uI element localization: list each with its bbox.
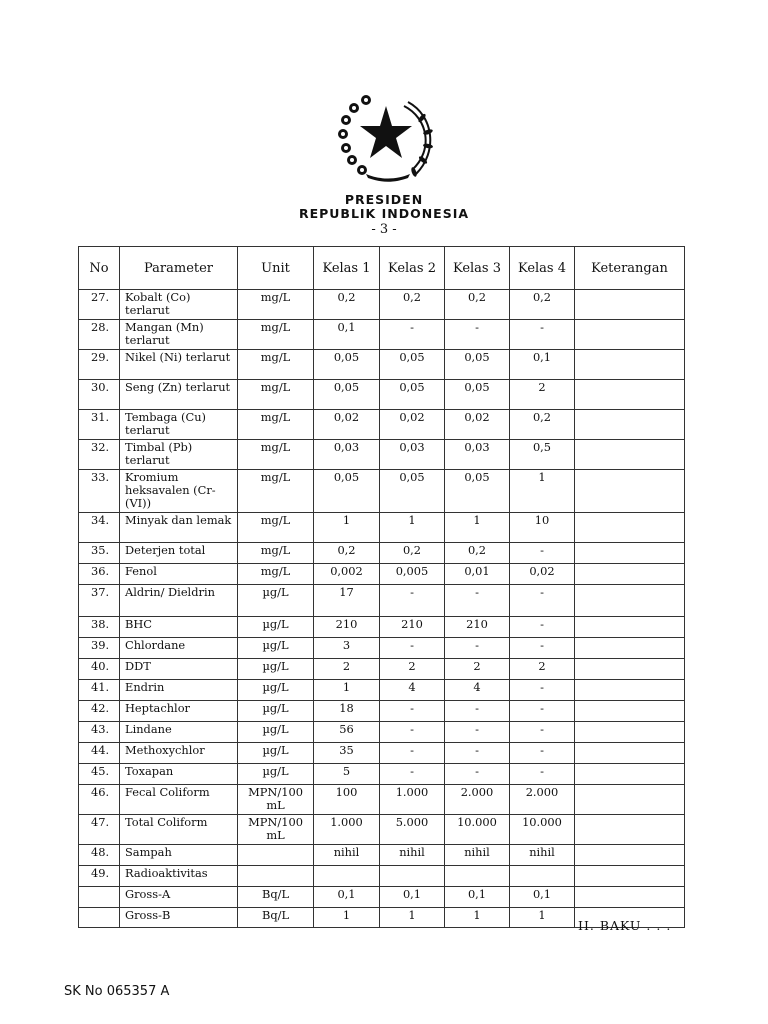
unit-cell: Bq/L xyxy=(238,887,314,908)
row-number: 39. xyxy=(79,638,120,659)
kelas-3-cell: 4 xyxy=(445,680,510,701)
row-number: 43. xyxy=(79,722,120,743)
table-row xyxy=(79,785,685,815)
parameter-cell: Kromium heksavalen (Cr-(VI)) xyxy=(120,470,238,513)
kelas-2-cell: nihil xyxy=(380,845,445,866)
kelas-1-cell: 0,02 xyxy=(314,410,380,440)
kelas-3-cell: 2.000 xyxy=(445,785,510,815)
keterangan-cell xyxy=(575,815,685,845)
parameter-cell: Fecal Coliform xyxy=(120,785,238,815)
parameter-cell: Radioaktivitas xyxy=(120,866,238,887)
column-header-kelas-1: Kelas 1 xyxy=(314,247,380,290)
table-row xyxy=(79,722,685,743)
parameter-cell: Lindane xyxy=(120,722,238,743)
kelas-3-cell: 1 xyxy=(445,908,510,928)
parameter-cell: Gross-B xyxy=(120,908,238,928)
kelas-4-cell: 10 xyxy=(510,513,575,543)
row-number: 44. xyxy=(79,743,120,764)
unit-cell: mg/L xyxy=(238,440,314,470)
parameter-cell: Heptachlor xyxy=(120,701,238,722)
kelas-1-cell: 0,05 xyxy=(314,470,380,513)
column-header-keterangan: Keterangan xyxy=(575,247,685,290)
row-number xyxy=(79,887,120,908)
table-row xyxy=(79,380,685,410)
parameter-cell: Kobalt (Co) terlarut xyxy=(120,290,238,320)
kelas-4-cell: - xyxy=(510,543,575,564)
unit-cell: mg/L xyxy=(238,564,314,585)
kelas-2-cell: - xyxy=(380,722,445,743)
kelas-1-cell: 0,05 xyxy=(314,350,380,380)
kelas-3-cell: - xyxy=(445,638,510,659)
kelas-4-cell: - xyxy=(510,722,575,743)
kelas-4-cell: 1 xyxy=(510,908,575,928)
parameter-cell: Total Coliform xyxy=(120,815,238,845)
kelas-1-cell: nihil xyxy=(314,845,380,866)
kelas-3-cell: 0,05 xyxy=(445,380,510,410)
unit-cell xyxy=(238,866,314,887)
unit-cell: µg/L xyxy=(238,764,314,785)
keterangan-cell xyxy=(575,680,685,701)
kelas-2-cell xyxy=(380,866,445,887)
keterangan-cell xyxy=(575,290,685,320)
row-number: 36. xyxy=(79,564,120,585)
unit-cell: mg/L xyxy=(238,380,314,410)
keterangan-cell xyxy=(575,785,685,815)
keterangan-cell xyxy=(575,440,685,470)
kelas-4-cell: 2 xyxy=(510,659,575,680)
kelas-1-cell: 0,2 xyxy=(314,543,380,564)
kelas-3-cell: - xyxy=(445,701,510,722)
column-header-kelas-3: Kelas 3 xyxy=(445,247,510,290)
keterangan-cell xyxy=(575,380,685,410)
kelas-4-cell: 2 xyxy=(510,380,575,410)
parameter-cell: BHC xyxy=(120,617,238,638)
table-row xyxy=(79,617,685,638)
kelas-2-cell: - xyxy=(380,585,445,617)
kelas-2-cell: 0,05 xyxy=(380,350,445,380)
keterangan-cell xyxy=(575,701,685,722)
parameter-cell: Timbal (Pb) terlarut xyxy=(120,440,238,470)
kelas-1-cell: 17 xyxy=(314,585,380,617)
parameter-cell: Seng (Zn) terlarut xyxy=(120,380,238,410)
unit-cell: mg/L xyxy=(238,470,314,513)
kelas-1-cell: 0,03 xyxy=(314,440,380,470)
row-number: 35. xyxy=(79,543,120,564)
keterangan-cell xyxy=(575,659,685,680)
kelas-4-cell: - xyxy=(510,701,575,722)
kelas-3-cell: - xyxy=(445,764,510,785)
parameter-cell: Endrin xyxy=(120,680,238,701)
kelas-3-cell: - xyxy=(445,585,510,617)
kelas-2-cell: - xyxy=(380,764,445,785)
page-number: - 3 - xyxy=(371,222,397,237)
unit-cell: mg/L xyxy=(238,410,314,440)
kelas-3-cell: - xyxy=(445,743,510,764)
kelas-3-cell xyxy=(445,866,510,887)
table-row xyxy=(79,350,685,380)
kelas-1-cell: 0,1 xyxy=(314,320,380,350)
kelas-2-cell: 1 xyxy=(380,513,445,543)
kelas-4-cell xyxy=(510,866,575,887)
unit-cell: mg/L xyxy=(238,543,314,564)
kelas-4-cell: - xyxy=(510,680,575,701)
kelas-1-cell: 1 xyxy=(314,680,380,701)
kelas-3-cell: 1 xyxy=(445,513,510,543)
kelas-2-cell: 1.000 xyxy=(380,785,445,815)
row-number: 42. xyxy=(79,701,120,722)
table-row xyxy=(79,585,685,617)
kelas-4-cell: - xyxy=(510,320,575,350)
unit-cell: MPN/100 mL xyxy=(238,815,314,845)
kelas-1-cell: 0,2 xyxy=(314,290,380,320)
kelas-2-cell: 2 xyxy=(380,659,445,680)
keterangan-cell xyxy=(575,845,685,866)
kelas-3-cell: 10.000 xyxy=(445,815,510,845)
unit-cell: µg/L xyxy=(238,638,314,659)
kelas-1-cell: 0,1 xyxy=(314,887,380,908)
header-title: PRESIDEN xyxy=(344,192,424,207)
table-row xyxy=(79,638,685,659)
kelas-4-cell: 0,2 xyxy=(510,290,575,320)
unit-cell: mg/L xyxy=(238,290,314,320)
kelas-1-cell: 18 xyxy=(314,701,380,722)
kelas-2-cell: 210 xyxy=(380,617,445,638)
unit-cell xyxy=(238,845,314,866)
keterangan-cell xyxy=(575,866,685,887)
unit-cell: Bq/L xyxy=(238,908,314,928)
kelas-2-cell: - xyxy=(380,638,445,659)
kelas-4-cell: - xyxy=(510,638,575,659)
kelas-1-cell: 1 xyxy=(314,908,380,928)
kelas-2-cell: 0,05 xyxy=(380,470,445,513)
kelas-3-cell: - xyxy=(445,320,510,350)
kelas-1-cell: 100 xyxy=(314,785,380,815)
water-quality-table xyxy=(78,246,685,928)
row-number: 47. xyxy=(79,815,120,845)
kelas-4-cell: - xyxy=(510,585,575,617)
kelas-4-cell: - xyxy=(510,764,575,785)
table-row xyxy=(79,320,685,350)
column-header-kelas-4: Kelas 4 xyxy=(510,247,575,290)
parameter-cell: Chlordane xyxy=(120,638,238,659)
unit-cell: MPN/100 mL xyxy=(238,785,314,815)
row-number: 49. xyxy=(79,866,120,887)
keterangan-cell xyxy=(575,638,685,659)
table-row xyxy=(79,866,685,887)
kelas-1-cell: 0,05 xyxy=(314,380,380,410)
sk-number: SK No 065357 A xyxy=(64,984,170,999)
kelas-2-cell: 0,005 xyxy=(380,564,445,585)
keterangan-cell xyxy=(575,564,685,585)
kelas-4-cell: 10.000 xyxy=(510,815,575,845)
column-header-unit: Unit xyxy=(238,247,314,290)
table-row xyxy=(79,815,685,845)
table-row xyxy=(79,543,685,564)
kelas-3-cell: nihil xyxy=(445,845,510,866)
unit-cell: µg/L xyxy=(238,585,314,617)
kelas-2-cell: 0,05 xyxy=(380,380,445,410)
kelas-1-cell: 1 xyxy=(314,513,380,543)
table-row xyxy=(79,440,685,470)
table-row xyxy=(79,845,685,866)
keterangan-cell xyxy=(575,320,685,350)
row-number: 31. xyxy=(79,410,120,440)
kelas-3-cell: 0,05 xyxy=(445,470,510,513)
kelas-3-cell: 2 xyxy=(445,659,510,680)
header-subtitle: REPUBLIK INDONESIA xyxy=(298,206,470,221)
kelas-2-cell: 0,2 xyxy=(380,543,445,564)
kelas-3-cell: - xyxy=(445,722,510,743)
kelas-1-cell: 56 xyxy=(314,722,380,743)
table-body xyxy=(79,290,685,928)
row-number: 48. xyxy=(79,845,120,866)
kelas-3-cell: 0,03 xyxy=(445,440,510,470)
unit-cell: µg/L xyxy=(238,722,314,743)
keterangan-cell xyxy=(575,887,685,908)
kelas-1-cell: 210 xyxy=(314,617,380,638)
presidential-seal-icon xyxy=(330,88,438,184)
kelas-2-cell: 5.000 xyxy=(380,815,445,845)
kelas-1-cell: 3 xyxy=(314,638,380,659)
keterangan-cell xyxy=(575,350,685,380)
keterangan-cell xyxy=(575,617,685,638)
kelas-2-cell: 0,2 xyxy=(380,290,445,320)
kelas-1-cell: 2 xyxy=(314,659,380,680)
kelas-2-cell: 0,1 xyxy=(380,887,445,908)
unit-cell: µg/L xyxy=(238,701,314,722)
table-row xyxy=(79,764,685,785)
parameter-cell: Toxapan xyxy=(120,764,238,785)
unit-cell: µg/L xyxy=(238,743,314,764)
kelas-2-cell: 4 xyxy=(380,680,445,701)
kelas-2-cell: - xyxy=(380,320,445,350)
kelas-2-cell: 1 xyxy=(380,908,445,928)
parameter-cell: Tembaga (Cu) terlarut xyxy=(120,410,238,440)
row-number: 34. xyxy=(79,513,120,543)
kelas-4-cell: 0,02 xyxy=(510,564,575,585)
kelas-4-cell: - xyxy=(510,617,575,638)
kelas-3-cell: 0,2 xyxy=(445,543,510,564)
row-number: 30. xyxy=(79,380,120,410)
keterangan-cell xyxy=(575,764,685,785)
kelas-4-cell: 2.000 xyxy=(510,785,575,815)
keterangan-cell xyxy=(575,722,685,743)
kelas-3-cell: 0,2 xyxy=(445,290,510,320)
parameter-cell: Nikel (Ni) terlarut xyxy=(120,350,238,380)
unit-cell: mg/L xyxy=(238,320,314,350)
kelas-2-cell: - xyxy=(380,743,445,764)
column-header-no: No xyxy=(79,247,120,290)
row-number: 27. xyxy=(79,290,120,320)
table-row xyxy=(79,470,685,513)
unit-cell: µg/L xyxy=(238,680,314,701)
parameter-cell: Minyak dan lemak xyxy=(120,513,238,543)
unit-cell: µg/L xyxy=(238,659,314,680)
kelas-2-cell: - xyxy=(380,701,445,722)
kelas-3-cell: 0,05 xyxy=(445,350,510,380)
table-row xyxy=(79,290,685,320)
table-row xyxy=(79,659,685,680)
table-header-row xyxy=(79,247,685,290)
kelas-4-cell: - xyxy=(510,743,575,764)
parameter-cell: Methoxychlor xyxy=(120,743,238,764)
continuation-text: II. BAKU . . . xyxy=(578,918,672,933)
table-row xyxy=(79,887,685,908)
kelas-1-cell: 35 xyxy=(314,743,380,764)
row-number xyxy=(79,908,120,928)
kelas-4-cell: 0,1 xyxy=(510,887,575,908)
kelas-4-cell: 1 xyxy=(510,470,575,513)
kelas-2-cell: 0,03 xyxy=(380,440,445,470)
row-number: 29. xyxy=(79,350,120,380)
keterangan-cell xyxy=(575,585,685,617)
kelas-3-cell: 0,01 xyxy=(445,564,510,585)
keterangan-cell xyxy=(575,513,685,543)
table-row xyxy=(79,564,685,585)
table-row xyxy=(79,680,685,701)
column-header-kelas-2: Kelas 2 xyxy=(380,247,445,290)
keterangan-cell xyxy=(575,543,685,564)
kelas-4-cell: 0,2 xyxy=(510,410,575,440)
row-number: 46. xyxy=(79,785,120,815)
kelas-4-cell: nihil xyxy=(510,845,575,866)
kelas-3-cell: 0,02 xyxy=(445,410,510,440)
kelas-3-cell: 0,1 xyxy=(445,887,510,908)
unit-cell: mg/L xyxy=(238,513,314,543)
parameter-cell: Fenol xyxy=(120,564,238,585)
kelas-4-cell: 0,5 xyxy=(510,440,575,470)
keterangan-cell xyxy=(575,470,685,513)
kelas-4-cell: 0,1 xyxy=(510,350,575,380)
row-number: 45. xyxy=(79,764,120,785)
kelas-1-cell: 1.000 xyxy=(314,815,380,845)
kelas-1-cell: 5 xyxy=(314,764,380,785)
unit-cell: mg/L xyxy=(238,350,314,380)
kelas-1-cell xyxy=(314,866,380,887)
row-number: 41. xyxy=(79,680,120,701)
table-row xyxy=(79,743,685,764)
kelas-1-cell: 0,002 xyxy=(314,564,380,585)
row-number: 32. xyxy=(79,440,120,470)
table-row xyxy=(79,513,685,543)
table-row xyxy=(79,410,685,440)
parameter-cell: Deterjen total xyxy=(120,543,238,564)
parameter-cell: DDT xyxy=(120,659,238,680)
row-number: 37. xyxy=(79,585,120,617)
parameter-cell: Aldrin/ Dieldrin xyxy=(120,585,238,617)
kelas-3-cell: 210 xyxy=(445,617,510,638)
parameter-cell: Mangan (Mn) terlarut xyxy=(120,320,238,350)
kelas-2-cell: 0,02 xyxy=(380,410,445,440)
keterangan-cell xyxy=(575,410,685,440)
row-number: 28. xyxy=(79,320,120,350)
row-number: 38. xyxy=(79,617,120,638)
table-row xyxy=(79,701,685,722)
column-header-parameter: Parameter xyxy=(120,247,238,290)
keterangan-cell xyxy=(575,743,685,764)
row-number: 40. xyxy=(79,659,120,680)
parameter-cell: Sampah xyxy=(120,845,238,866)
parameter-cell: Gross-A xyxy=(120,887,238,908)
unit-cell: µg/L xyxy=(238,617,314,638)
row-number: 33. xyxy=(79,470,120,513)
